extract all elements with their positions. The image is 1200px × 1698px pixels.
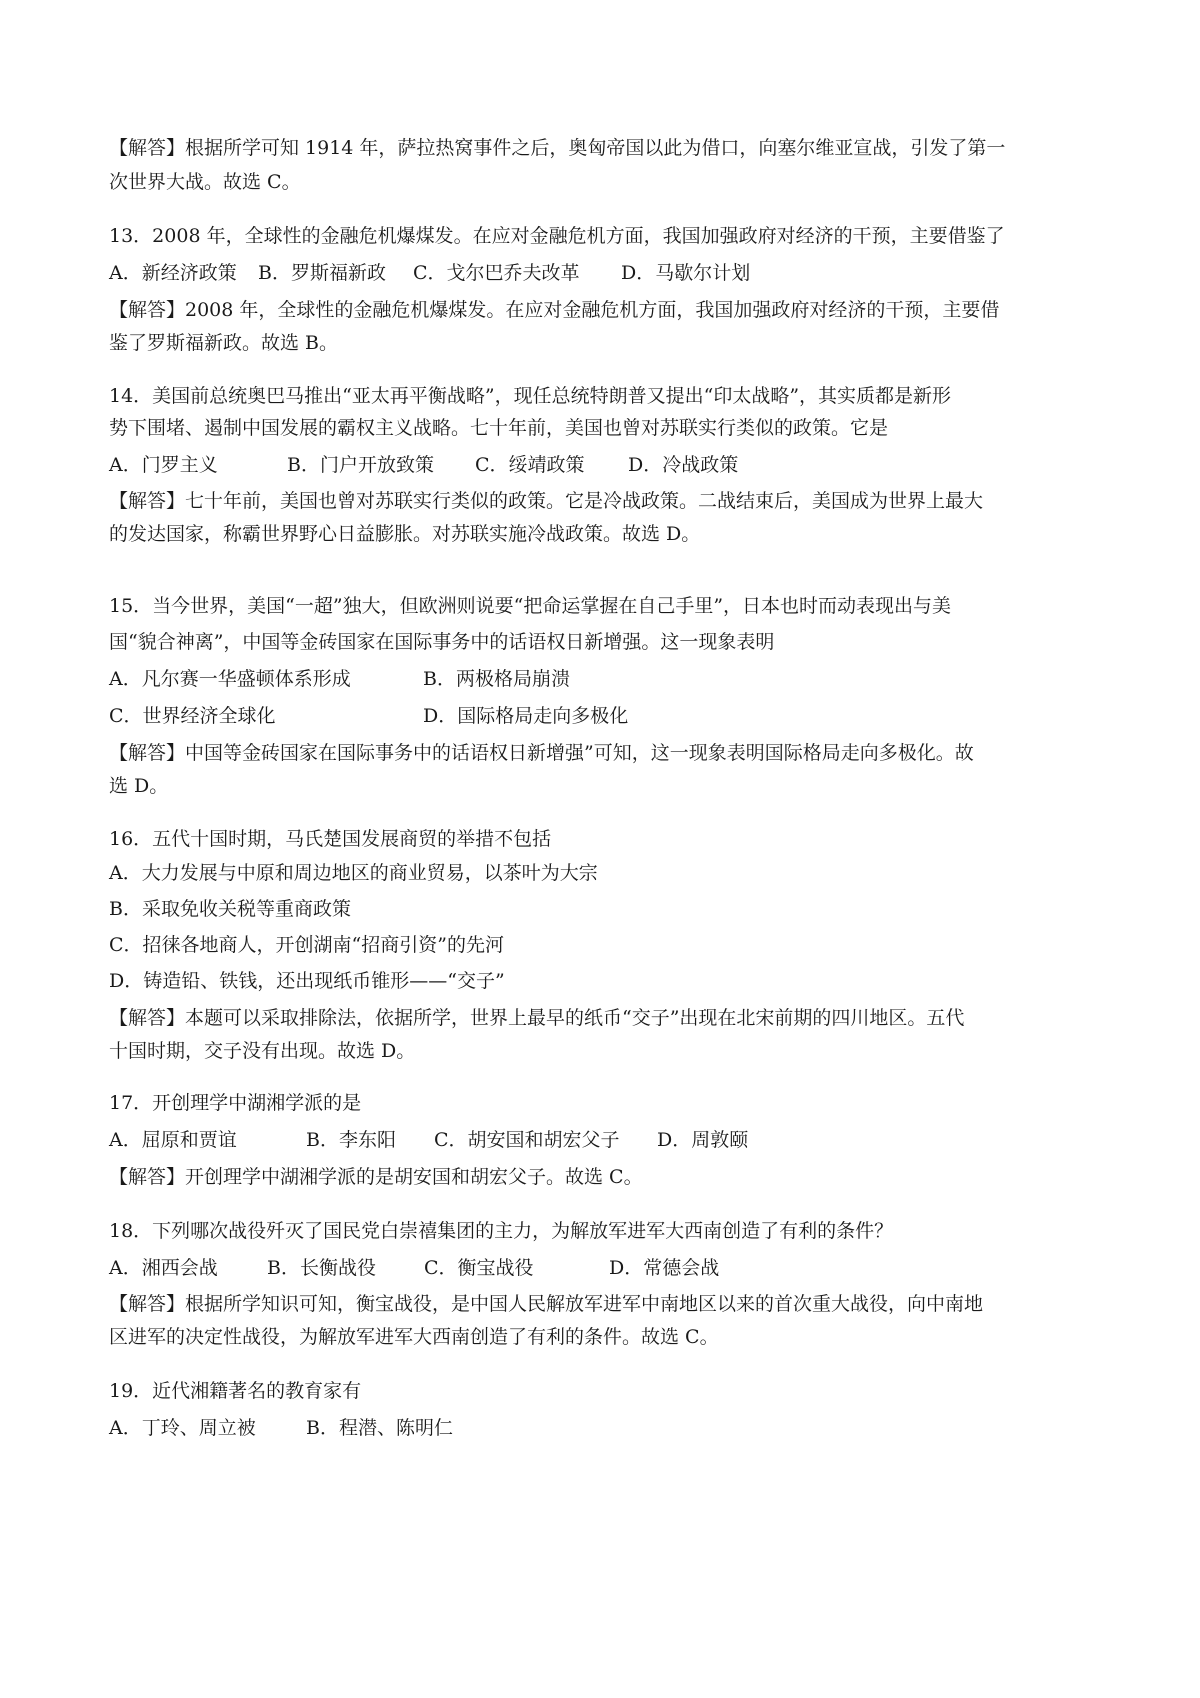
option-b: B．李东阳	[306, 1129, 396, 1151]
answer-line: 【解答】中国等金砖国家在国际事务中的话语权日新增强”可知，这一现象表明国际格局走向多极化。故	[109, 742, 974, 764]
option-c: C．衡宝战役	[424, 1257, 534, 1279]
answer-line: 十国时期，交子没有出现。故选 D。	[109, 1040, 416, 1062]
answer-line: 【解答】本题可以采取排除法，依据所学，世界上最早的纸币“交子”出现在北宋前期的四川地区。五代	[109, 1007, 965, 1029]
option-a: A．新经济政策	[109, 262, 237, 284]
option-d: D．周敦颐	[657, 1129, 749, 1151]
option-c: C．招徕各地商人，开创湖南“招商引资”的先河	[109, 934, 504, 956]
option-b: B．程潜、陈明仁	[306, 1417, 453, 1439]
option-b: B．采取免收关税等重商政策	[109, 898, 351, 920]
option-c: C．世界经济全球化	[109, 705, 276, 727]
answer-line: 选 D。	[109, 775, 169, 797]
option-a: A．丁玲、周立被	[109, 1417, 256, 1439]
option-a: A．湘西会战	[109, 1257, 218, 1279]
question-14-cont: 势下围堵、遏制中国发展的霸权主义战略。七十年前，美国也曾对苏联实行类似的政策。它是	[109, 417, 889, 439]
answer-line: 【解答】开创理学中湖湘学派的是胡安国和胡宏父子。故选 C。	[109, 1166, 643, 1188]
option-b: B．长衡战役	[267, 1257, 376, 1279]
option-d: D．冷战政策	[628, 454, 739, 476]
option-a: A．门罗主义	[109, 454, 218, 476]
option-d: D．铸造铅、铁钱，还出现纸币锥形——“交子”	[109, 970, 505, 992]
answer-line: 区进军的决定性战役，为解放军进军大西南创造了有利的条件。故选 C。	[109, 1326, 719, 1348]
answer-line: 【解答】根据所学可知 1914 年，萨拉热窝事件之后，奥匈帝国以此为借口，向塞尔维亚宣战，引发了第一	[109, 137, 1006, 159]
answer-line: 鉴了罗斯福新政。故选 B。	[109, 332, 339, 354]
option-b: B．两极格局崩溃	[423, 668, 570, 690]
option-a: A．屈原和贾谊	[109, 1129, 237, 1151]
question-13: 13．2008 年，全球性的金融危机爆煤发。在应对金融危机方面，我国加强政府对经济的干预，主要借鉴了	[109, 225, 1005, 247]
answer-line: 【解答】2008 年，全球性的金融危机爆煤发。在应对金融危机方面，我国加强政府对经济的干预，主要借	[109, 299, 1000, 321]
option-d: D．国际格局走向多极化	[423, 705, 629, 727]
question-14: 14．美国前总统奥巴马推出“亚太再平衡战略”，现任总统特朗普又提出“印太战略”，其实质都是新形	[109, 385, 952, 407]
option-d: D．马歇尔计划	[621, 262, 751, 284]
option-c: C．戈尔巴乔夫改革	[413, 262, 580, 284]
option-b: B．罗斯福新政	[258, 262, 386, 284]
answer-line: 次世界大战。故选 C。	[109, 171, 301, 193]
question-15: 15．当今世界，美国“一超”独大，但欧洲则说要“把命运掌握在自己手里”，日本也时而动表现出与美	[109, 595, 952, 617]
option-a: A．大力发展与中原和周边地区的商业贸易，以茶叶为大宗	[109, 862, 598, 884]
question-15-cont: 国“貌合神离”，中国等金砖国家在国际事务中的话语权日新增强。这一现象表明	[109, 631, 775, 653]
question-19: 19．近代湘籍著名的教育家有	[109, 1380, 362, 1402]
answer-line: 【解答】根据所学知识可知，衡宝战役，是中国人民解放军进军中南地区以来的首次重大战役，向中南地	[109, 1293, 984, 1315]
question-17: 17．开创理学中湖湘学派的是	[109, 1092, 362, 1114]
question-16: 16．五代十国时期，马氏楚国发展商贸的举措不包括	[109, 828, 552, 850]
answer-line: 【解答】七十年前，美国也曾对苏联实行类似的政策。它是冷战政策。二战结束后，美国成为世界上最大	[109, 490, 984, 512]
option-b: B．门户开放致策	[287, 454, 434, 476]
option-a: A．凡尔赛一华盛顿体系形成	[109, 668, 351, 690]
option-d: D．常德会战	[609, 1257, 720, 1279]
option-c: C．胡安国和胡宏父子	[434, 1129, 620, 1151]
question-18: 18．下列哪次战役歼灭了国民党白崇禧集团的主力，为解放军进军大西南创造了有利的条件？	[109, 1220, 894, 1242]
option-c: C．绥靖政策	[475, 454, 585, 476]
answer-line: 的发达国家，称霸世界野心日益膨胀。对苏联实施冷战政策。故选 D。	[109, 523, 701, 545]
